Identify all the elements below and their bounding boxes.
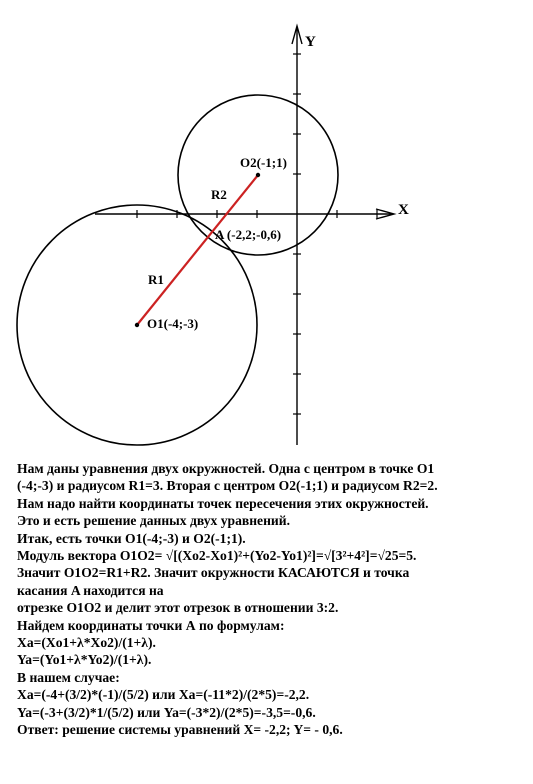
point-o2 <box>256 173 260 177</box>
axis-x-label: X <box>398 202 409 218</box>
solution-line: Это и есть решение данных двух уравнений. <box>17 513 290 529</box>
solution-line: касания A находится на <box>17 582 164 598</box>
solution-line: Модуль вектора O1O2= √[(Xo2-Xo1)²+(Yo2-Yo1)²]=√[3²+4²]=√25=5. <box>17 548 417 564</box>
solution-line: (-4;-3) и радиусом R1=3. Вторая с центром O2(-1;1) и радиусом R2=2. <box>17 478 438 494</box>
solution-line: Итак, есть точки O1(-4;-3) и O2(-1;1). <box>17 530 246 546</box>
solution-line: Найдем координаты точки А по формулам: <box>17 617 285 633</box>
solution-line: Xa=(Xo1+λ*Xo2)/(1+λ). <box>17 635 156 651</box>
solution-text <box>17 460 529 739</box>
o2-label: O2(-1;1) <box>240 155 287 170</box>
solution-line: Ya=(Yo1+λ*Yo2)/(1+λ). <box>17 652 152 668</box>
solution-line: Нам надо найти координаты точек пересечения этих окружностей. <box>17 495 429 511</box>
solution-line: Xa=(-4+(3/2)*(-1)/(5/2) или Xa=(-11*2)/(2*5)=-2,2. <box>17 687 310 703</box>
solution-line: Ответ: решение системы уравнений X= -2,2; Y= - 0,6. <box>17 722 343 738</box>
point-o1 <box>135 323 139 327</box>
axis-y-label: Y <box>305 34 316 50</box>
r2-label: R2 <box>211 187 227 202</box>
segment-o1-o2 <box>137 175 258 325</box>
r1-label: R1 <box>148 272 164 287</box>
solution-line: Нам даны уравнения двух окружностей. Одна с центром в точке O1 <box>17 461 435 476</box>
solution-line: отрезке O1O2 и делит этот отрезок в отношении 3:2. <box>17 600 339 616</box>
solution-line: Ya=(-3+(3/2)*1/(5/2) или Ya=(-3*2)/(2*5)=-3,5=-0,6. <box>17 704 316 720</box>
solution-line: В нашем случае: <box>17 669 120 685</box>
a-label: A (-2,2;-0,6) <box>215 227 282 242</box>
o1-label: O1(-4;-3) <box>147 316 199 331</box>
solution-line: Значит O1O2=R1+R2. Значит окружности КАСАЮТСЯ и точка <box>17 565 410 581</box>
